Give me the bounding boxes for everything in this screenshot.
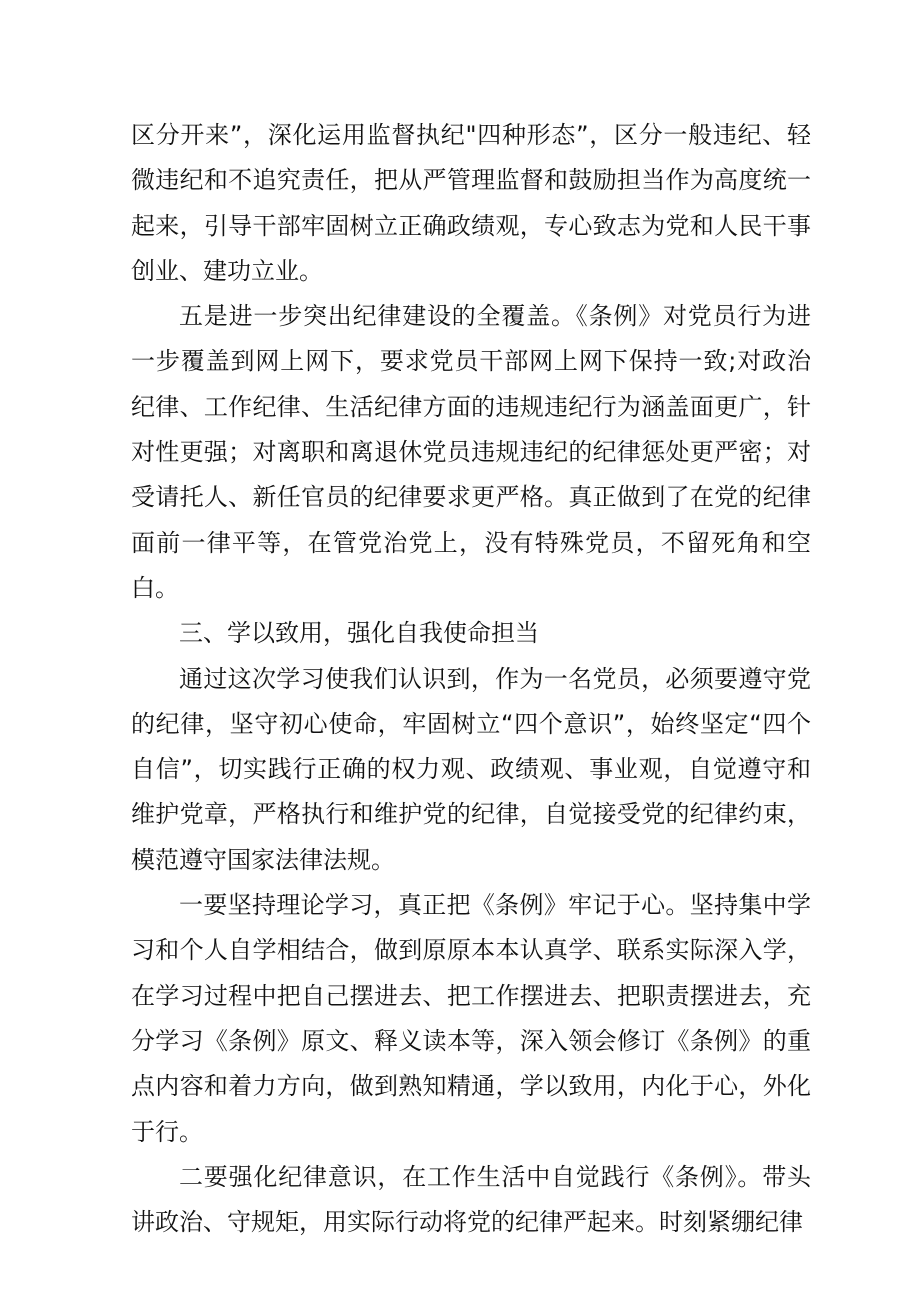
paragraph-1: 区分开来”，深化运用监督执纪"四种形态”，区分一般违纪、轻微违纪和不追究责任，把从严管理监督和鼓励担当作为高度统一起来，引导干部牢固树立正确政绩观，专心致志为党和人民干事创业、建功立业。 [131,121,811,285]
section-heading-3: 三、学以致用，强化自我使命担当 [179,619,539,648]
paragraph-2: 五是进一步突出纪律建设的全覆盖。《条例》对党员行为进一步覆盖到网上网下，要求党员干部网上网下保持一致;对政治纪律、工作纪律、生活纪律方面的违规违纪行为涵盖面更广，针对性更强；对离职和离退休党员违规违纪的纪律惩处更严密；对受请托人、新任官员的纪律要求更严格。真正做到了在党的纪律面前一律平等，在管党治党上，没有特殊党员，不留死角和空白。 [131,302,811,602]
document-body [131,113,811,1245]
paragraph-6: 二要强化纪律意识，在工作生活中自觉践行《条例》。带头讲政治、守规矩，用实际行动将党的纪律严起来。时刻紧绷纪律 [131,1162,811,1237]
paragraph-5: 一要坚持理论学习，真正把《条例》牢记于心。坚持集中学习和个人自学相结合，做到原原本本认真学、联系实际深入学，在学习过程中把自己摆进去、把工作摆进去、把职责摆进去，充分学习《条例》原文、释义读本等，深入领会修订《条例》的重点内容和着力方向，做到熟知精通，学以致用，内化于心，外化于行。 [131,891,811,1146]
paragraph-4: 通过这次学习使我们认识到，作为一名党员，必须要遵守党的纪律，坚守初心使命，牢固树立“四个意识”，始终坚定“四个自信”，切实践行正确的权力观、政绩观、事业观，自觉遵守和维护党章，严格执行和维护党的纪律，自觉接受党的纪律约束，模范遵守国家法律法规。 [131,664,811,874]
